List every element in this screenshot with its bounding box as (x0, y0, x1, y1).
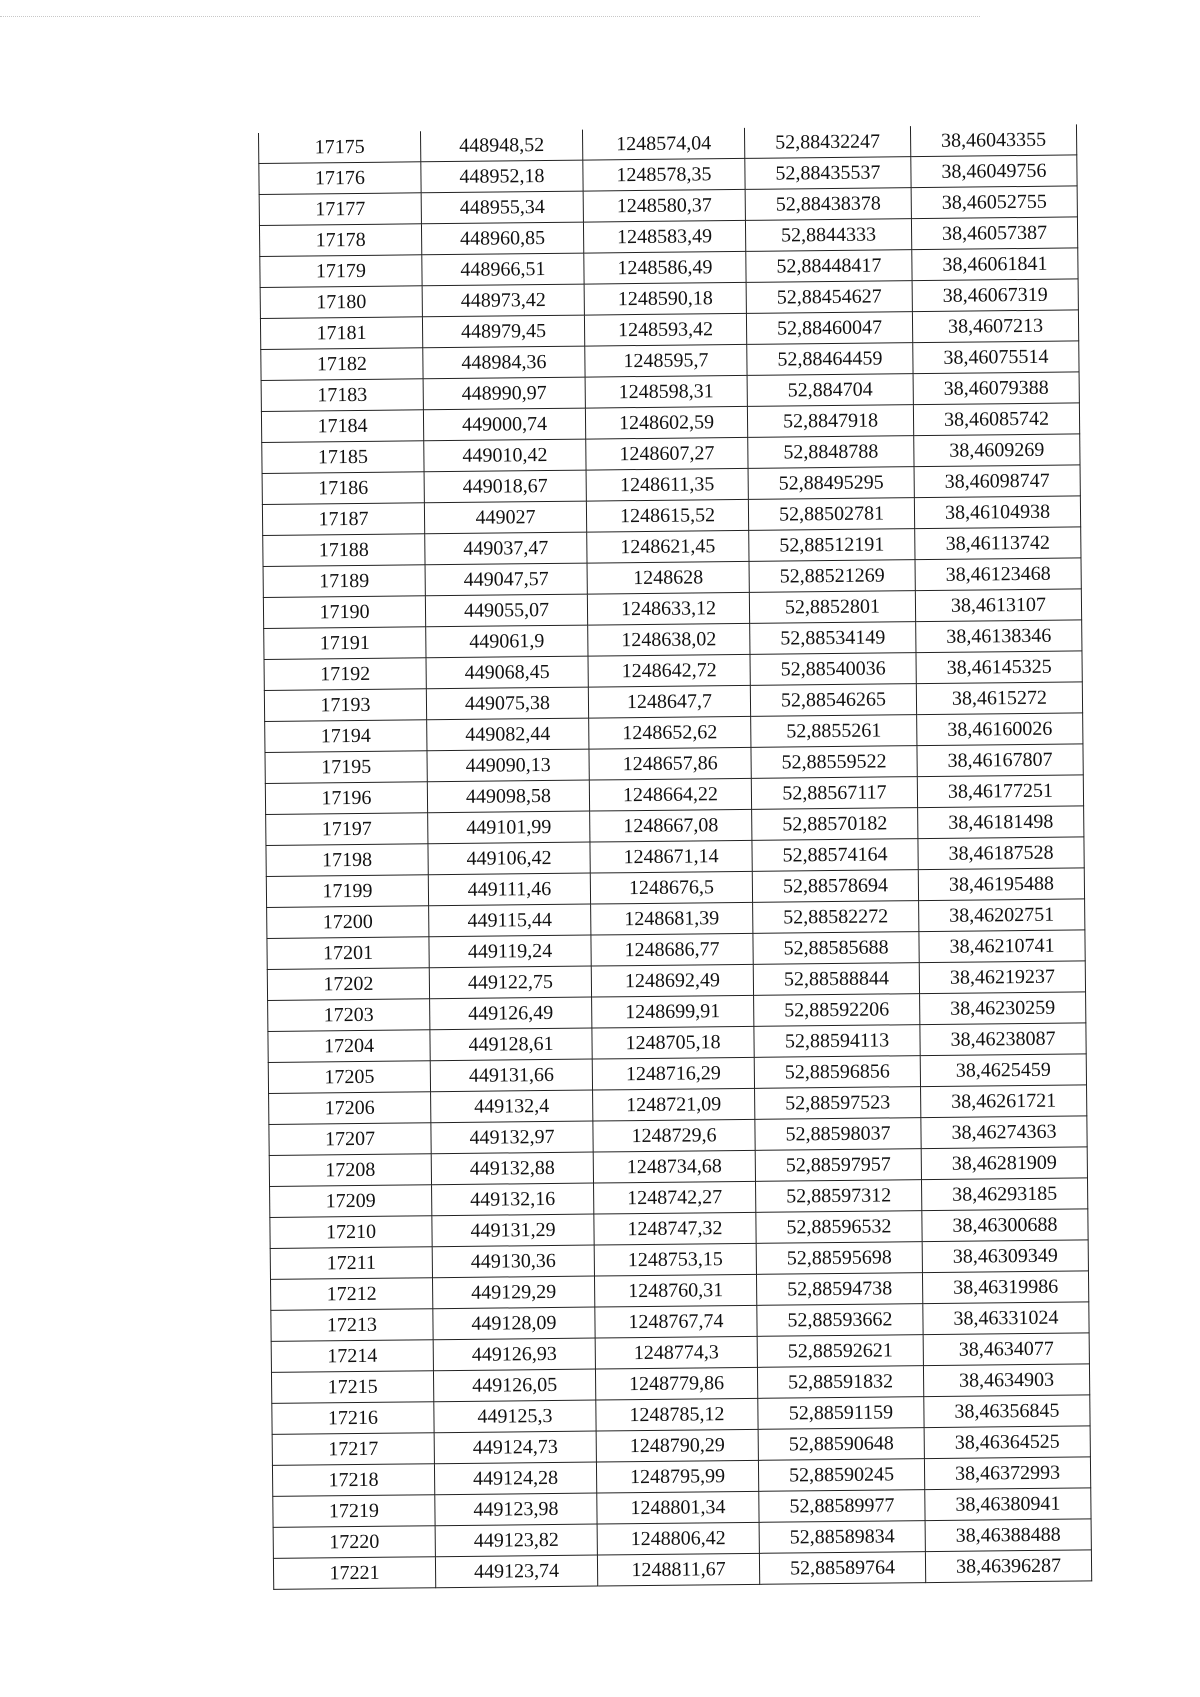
latitude-cell: 52,88435537 (745, 157, 911, 190)
point-number-cell: 17188 (263, 534, 425, 567)
x-coordinate-cell: 449090,13 (427, 749, 589, 782)
point-number-cell: 17175 (258, 131, 420, 163)
y-coordinate-cell: 1248611,35 (586, 468, 748, 501)
point-number-cell: 17210 (270, 1216, 432, 1249)
x-coordinate-cell: 449082,44 (427, 718, 589, 751)
latitude-cell: 52,88438378 (745, 188, 911, 221)
longitude-cell: 38,46293185 (921, 1178, 1087, 1211)
y-coordinate-cell: 1248801,34 (597, 1491, 759, 1524)
x-coordinate-cell: 449111,46 (428, 873, 590, 906)
y-coordinate-cell: 1248615,52 (586, 499, 748, 532)
x-coordinate-cell: 448955,34 (421, 191, 583, 224)
x-coordinate-cell: 448960,85 (421, 222, 583, 255)
longitude-cell: 38,46067319 (912, 279, 1078, 312)
point-number-cell: 17195 (265, 751, 427, 784)
y-coordinate-cell: 1248574,04 (582, 128, 744, 160)
coordinates-table (258, 124, 1092, 1589)
x-coordinate-cell: 449128,61 (430, 1028, 592, 1061)
y-coordinate-cell: 1248607,27 (586, 437, 748, 470)
x-coordinate-cell: 449115,44 (429, 904, 591, 937)
latitude-cell: 52,88596856 (754, 1056, 920, 1089)
y-coordinate-cell: 1248621,45 (587, 530, 749, 563)
point-number-cell: 17205 (268, 1061, 430, 1094)
y-coordinate-cell: 1248806,42 (597, 1522, 759, 1555)
x-coordinate-cell: 449068,45 (426, 656, 588, 689)
latitude-cell: 52,88589764 (759, 1552, 925, 1585)
latitude-cell: 52,88512191 (749, 529, 915, 562)
x-coordinate-cell: 449123,74 (435, 1555, 597, 1588)
latitude-cell: 52,88592206 (754, 994, 920, 1027)
y-coordinate-cell: 1248586,49 (584, 251, 746, 284)
point-number-cell: 17184 (261, 410, 423, 443)
longitude-cell: 38,46261721 (921, 1085, 1087, 1118)
latitude-cell: 52,88567117 (751, 777, 917, 810)
longitude-cell: 38,46123468 (915, 558, 1081, 591)
latitude-cell: 52,88570182 (752, 808, 918, 841)
latitude-cell: 52,8852801 (749, 591, 915, 624)
y-coordinate-cell: 1248578,35 (583, 158, 745, 191)
y-coordinate-cell: 1248602,59 (585, 406, 747, 439)
point-number-cell: 17202 (267, 968, 429, 1001)
y-coordinate-cell: 1248790,29 (596, 1429, 758, 1462)
longitude-cell: 38,46113742 (915, 527, 1081, 560)
point-number-cell: 17186 (262, 472, 424, 505)
latitude-cell: 52,88454627 (746, 281, 912, 314)
x-coordinate-cell: 448966,51 (422, 253, 584, 286)
latitude-cell: 52,88585688 (753, 932, 919, 965)
y-coordinate-cell: 1248767,74 (595, 1305, 757, 1338)
latitude-cell: 52,88594738 (756, 1273, 922, 1306)
longitude-cell: 38,46210741 (919, 930, 1085, 963)
y-coordinate-cell: 1248705,18 (592, 1026, 754, 1059)
point-number-cell: 17211 (270, 1247, 432, 1280)
latitude-cell: 52,88534149 (750, 622, 916, 655)
latitude-cell: 52,88582272 (753, 901, 919, 934)
x-coordinate-cell: 449010,42 (424, 439, 586, 472)
longitude-cell: 38,46331024 (923, 1302, 1089, 1335)
x-coordinate-cell: 449125,3 (434, 1400, 596, 1433)
x-coordinate-cell: 449018,67 (424, 470, 586, 503)
x-coordinate-cell: 449132,16 (432, 1183, 594, 1216)
longitude-cell: 38,4634903 (923, 1364, 1089, 1397)
y-coordinate-cell: 1248642,72 (588, 654, 750, 687)
x-coordinate-cell: 449126,49 (430, 997, 592, 1030)
latitude-cell: 52,88578694 (752, 870, 918, 903)
longitude-cell: 38,46075514 (913, 341, 1079, 374)
y-coordinate-cell: 1248676,5 (590, 871, 752, 904)
point-number-cell: 17191 (264, 627, 426, 660)
point-number-cell: 17213 (271, 1309, 433, 1342)
longitude-cell: 38,46145325 (916, 651, 1082, 684)
latitude-cell: 52,88574164 (752, 839, 918, 872)
point-number-cell: 17181 (260, 317, 422, 350)
y-coordinate-cell: 1248729,6 (593, 1119, 755, 1152)
coordinates-table-sheet (258, 124, 1092, 1589)
y-coordinate-cell: 1248647,7 (588, 685, 750, 718)
x-coordinate-cell: 449126,93 (433, 1338, 595, 1371)
x-coordinate-cell: 449123,82 (435, 1524, 597, 1557)
point-number-cell: 17217 (272, 1433, 434, 1466)
x-coordinate-cell: 449122,75 (429, 966, 591, 999)
point-number-cell: 17182 (261, 348, 423, 381)
point-number-cell: 17176 (259, 162, 421, 195)
latitude-cell: 52,8847918 (747, 405, 913, 438)
longitude-cell: 38,4607213 (912, 310, 1078, 343)
x-coordinate-cell: 449131,66 (430, 1059, 592, 1092)
y-coordinate-cell: 1248795,99 (596, 1460, 758, 1493)
longitude-cell: 38,46167807 (917, 744, 1083, 777)
y-coordinate-cell: 1248721,09 (593, 1088, 755, 1121)
point-number-cell: 17189 (263, 565, 425, 598)
x-coordinate-cell: 449061,9 (426, 625, 588, 658)
y-coordinate-cell: 1248638,02 (588, 623, 750, 656)
latitude-cell: 52,88502781 (748, 498, 914, 531)
point-number-cell: 17212 (271, 1278, 433, 1311)
x-coordinate-cell: 449047,57 (425, 563, 587, 596)
longitude-cell: 38,46380941 (925, 1488, 1091, 1521)
point-number-cell: 17203 (268, 999, 430, 1032)
latitude-cell: 52,88464459 (747, 343, 913, 376)
point-number-cell: 17204 (268, 1030, 430, 1063)
y-coordinate-cell: 1248753,15 (594, 1243, 756, 1276)
latitude-cell: 52,88592621 (757, 1335, 923, 1368)
longitude-cell: 38,46049756 (911, 155, 1077, 188)
x-coordinate-cell: 449098,58 (427, 780, 589, 813)
x-coordinate-cell: 449129,29 (432, 1276, 594, 1309)
point-number-cell: 17221 (273, 1557, 435, 1590)
longitude-cell: 38,46309349 (922, 1240, 1088, 1273)
latitude-cell: 52,88597312 (756, 1180, 922, 1213)
longitude-cell: 38,46396287 (925, 1550, 1091, 1583)
longitude-cell: 38,46057387 (911, 217, 1077, 250)
latitude-cell: 52,88521269 (749, 560, 915, 593)
longitude-cell: 38,4609269 (914, 434, 1080, 467)
x-coordinate-cell: 449106,42 (428, 842, 590, 875)
latitude-cell: 52,88589977 (759, 1490, 925, 1523)
longitude-cell: 38,46079388 (913, 372, 1079, 405)
latitude-cell: 52,88559522 (751, 746, 917, 779)
y-coordinate-cell: 1248760,31 (594, 1274, 756, 1307)
longitude-cell: 38,46052755 (911, 186, 1077, 219)
coordinates-table-body (258, 124, 1091, 1589)
point-number-cell: 17187 (262, 503, 424, 536)
longitude-cell: 38,46364525 (924, 1426, 1090, 1459)
point-number-cell: 17193 (264, 689, 426, 722)
longitude-cell: 38,46061841 (912, 248, 1078, 281)
longitude-cell: 38,46319986 (922, 1271, 1088, 1304)
y-coordinate-cell: 1248785,12 (596, 1398, 758, 1431)
y-coordinate-cell: 1248633,12 (587, 592, 749, 625)
longitude-cell: 38,46085742 (913, 403, 1079, 436)
y-coordinate-cell: 1248667,08 (590, 809, 752, 842)
latitude-cell: 52,88594113 (754, 1025, 920, 1058)
longitude-cell: 38,46138346 (916, 620, 1082, 653)
latitude-cell: 52,88448417 (746, 250, 912, 283)
latitude-cell: 52,88597957 (755, 1149, 921, 1182)
x-coordinate-cell: 449000,74 (423, 408, 585, 441)
x-coordinate-cell: 449037,47 (425, 532, 587, 565)
point-number-cell: 17207 (269, 1123, 431, 1156)
point-number-cell: 17178 (259, 224, 421, 257)
point-number-cell: 17218 (272, 1464, 434, 1497)
point-number-cell: 17201 (267, 937, 429, 970)
latitude-cell: 52,88589834 (759, 1521, 925, 1554)
x-coordinate-cell: 448979,45 (422, 315, 584, 348)
x-coordinate-cell: 449132,4 (431, 1090, 593, 1123)
longitude-cell: 38,46177251 (917, 775, 1083, 808)
point-number-cell: 17190 (263, 596, 425, 629)
x-coordinate-cell: 449124,28 (434, 1462, 596, 1495)
point-number-cell: 17216 (272, 1402, 434, 1435)
longitude-cell: 38,46187528 (918, 837, 1084, 870)
longitude-cell: 38,4615272 (916, 682, 1082, 715)
x-coordinate-cell: 449131,29 (432, 1214, 594, 1247)
longitude-cell: 38,46104938 (914, 496, 1080, 529)
latitude-cell: 52,88591159 (758, 1397, 924, 1430)
longitude-cell: 38,46372993 (924, 1457, 1090, 1490)
latitude-cell: 52,88546265 (750, 684, 916, 717)
point-number-cell: 17194 (265, 720, 427, 753)
y-coordinate-cell: 1248583,49 (583, 220, 745, 253)
y-coordinate-cell: 1248747,32 (594, 1212, 756, 1245)
latitude-cell: 52,88590648 (758, 1428, 924, 1461)
longitude-cell: 38,46230259 (920, 992, 1086, 1025)
y-coordinate-cell: 1248671,14 (590, 840, 752, 873)
latitude-cell: 52,884704 (747, 374, 913, 407)
y-coordinate-cell: 1248734,68 (593, 1150, 755, 1183)
y-coordinate-cell: 1248692,49 (591, 964, 753, 997)
longitude-cell: 38,46195488 (918, 868, 1084, 901)
longitude-cell: 38,46356845 (924, 1395, 1090, 1428)
longitude-cell: 38,46098747 (914, 465, 1080, 498)
point-number-cell: 17197 (266, 813, 428, 846)
x-coordinate-cell: 449132,88 (431, 1152, 593, 1185)
latitude-cell: 52,88540036 (750, 653, 916, 686)
x-coordinate-cell: 448952,18 (421, 160, 583, 193)
y-coordinate-cell: 1248742,27 (594, 1181, 756, 1214)
x-coordinate-cell: 449132,97 (431, 1121, 593, 1154)
point-number-cell: 17177 (259, 193, 421, 226)
longitude-cell: 38,46160026 (917, 713, 1083, 746)
point-number-cell: 17200 (267, 906, 429, 939)
x-coordinate-cell: 448973,42 (422, 284, 584, 317)
longitude-cell: 38,46238087 (920, 1023, 1086, 1056)
latitude-cell: 52,8855261 (751, 715, 917, 748)
latitude-cell: 52,8848788 (748, 436, 914, 469)
latitude-cell: 52,88590245 (758, 1459, 924, 1492)
point-number-cell: 17209 (270, 1185, 432, 1218)
point-number-cell: 17179 (260, 255, 422, 288)
latitude-cell: 52,88597523 (755, 1087, 921, 1120)
point-number-cell: 17208 (269, 1154, 431, 1187)
y-coordinate-cell: 1248681,39 (591, 902, 753, 935)
y-coordinate-cell: 1248779,86 (595, 1367, 757, 1400)
x-coordinate-cell: 449075,38 (426, 687, 588, 720)
x-coordinate-cell: 449119,24 (429, 935, 591, 968)
y-coordinate-cell: 1248699,91 (592, 995, 754, 1028)
x-coordinate-cell: 448984,36 (423, 346, 585, 379)
y-coordinate-cell: 1248628 (587, 561, 749, 594)
longitude-cell: 38,46388488 (925, 1519, 1091, 1552)
longitude-cell: 38,46281909 (921, 1147, 1087, 1180)
latitude-cell: 52,88588844 (753, 963, 919, 996)
point-number-cell: 17206 (269, 1092, 431, 1125)
longitude-cell: 38,46043355 (910, 124, 1076, 156)
x-coordinate-cell: 448948,52 (420, 130, 582, 162)
point-number-cell: 17215 (271, 1371, 433, 1404)
point-number-cell: 17220 (273, 1526, 435, 1559)
longitude-cell: 38,46300688 (922, 1209, 1088, 1242)
latitude-cell: 52,8844333 (745, 219, 911, 252)
latitude-cell: 52,88595698 (756, 1242, 922, 1275)
x-coordinate-cell: 449128,09 (433, 1307, 595, 1340)
y-coordinate-cell: 1248598,31 (585, 375, 747, 408)
y-coordinate-cell: 1248811,67 (597, 1553, 759, 1586)
longitude-cell: 38,46202751 (919, 899, 1085, 932)
y-coordinate-cell: 1248595,7 (585, 344, 747, 377)
y-coordinate-cell: 1248686,77 (591, 933, 753, 966)
latitude-cell: 52,88495295 (748, 467, 914, 500)
x-coordinate-cell: 449126,05 (433, 1369, 595, 1402)
x-coordinate-cell: 449055,07 (425, 594, 587, 627)
point-number-cell: 17185 (262, 441, 424, 474)
x-coordinate-cell: 449123,98 (435, 1493, 597, 1526)
x-coordinate-cell: 449124,73 (434, 1431, 596, 1464)
longitude-cell: 38,4625459 (920, 1054, 1086, 1087)
latitude-cell: 52,88591832 (757, 1366, 923, 1399)
point-number-cell: 17214 (271, 1340, 433, 1373)
y-coordinate-cell: 1248590,18 (584, 282, 746, 315)
x-coordinate-cell: 448990,97 (423, 377, 585, 410)
scan-edge-line (0, 16, 980, 17)
y-coordinate-cell: 1248593,42 (584, 313, 746, 346)
point-number-cell: 17199 (266, 875, 428, 908)
longitude-cell: 38,4634077 (923, 1333, 1089, 1366)
longitude-cell: 38,46219237 (919, 961, 1085, 994)
point-number-cell: 17183 (261, 379, 423, 412)
y-coordinate-cell: 1248652,62 (589, 716, 751, 749)
x-coordinate-cell: 449101,99 (428, 811, 590, 844)
latitude-cell: 52,88596532 (756, 1211, 922, 1244)
latitude-cell: 52,88598037 (755, 1118, 921, 1151)
latitude-cell: 52,88432247 (744, 126, 910, 158)
point-number-cell: 17198 (266, 844, 428, 877)
longitude-cell: 38,46181498 (918, 806, 1084, 839)
y-coordinate-cell: 1248664,22 (589, 778, 751, 811)
longitude-cell: 38,46274363 (921, 1116, 1087, 1149)
y-coordinate-cell: 1248657,86 (589, 747, 751, 780)
x-coordinate-cell: 449027 (424, 501, 586, 534)
point-number-cell: 17196 (265, 782, 427, 815)
point-number-cell: 17192 (264, 658, 426, 691)
latitude-cell: 52,88593662 (757, 1304, 923, 1337)
point-number-cell: 17180 (260, 286, 422, 319)
longitude-cell: 38,4613107 (915, 589, 1081, 622)
x-coordinate-cell: 449130,36 (432, 1245, 594, 1278)
y-coordinate-cell: 1248774,3 (595, 1336, 757, 1369)
latitude-cell: 52,88460047 (746, 312, 912, 345)
y-coordinate-cell: 1248716,29 (592, 1057, 754, 1090)
y-coordinate-cell: 1248580,37 (583, 189, 745, 222)
point-number-cell: 17219 (273, 1495, 435, 1528)
